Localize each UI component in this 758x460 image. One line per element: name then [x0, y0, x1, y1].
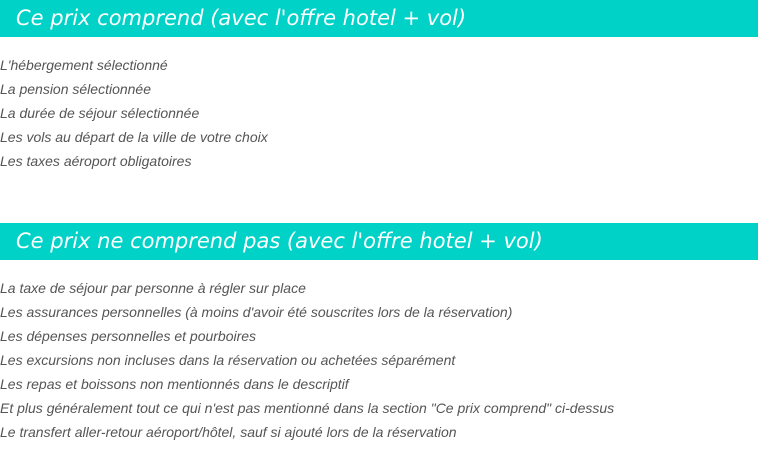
excluded-item: Les dépenses personnelles et pourboires	[0, 328, 257, 344]
included-item: La durée de séjour sélectionnée	[0, 105, 200, 121]
included-item: Les taxes aéroport obligatoires	[0, 153, 192, 169]
included-item: La pension sélectionnée	[0, 81, 152, 97]
excluded-item: Les excursions non incluses dans la réservation ou achetées séparément	[0, 352, 456, 368]
excluded-item: La taxe de séjour par personne à régler sur place	[0, 280, 306, 296]
excluded-item: Les repas et boissons non mentionnés dans le descriptif	[0, 376, 349, 392]
excluded-item: Le transfert aller-retour aéroport/hôtel, sauf si ajouté lors de la réservation	[0, 424, 457, 440]
included-item: L'hébergement sélectionné	[0, 57, 168, 73]
excluded-items-list	[0, 276, 614, 444]
included-section-header: Ce prix comprend (avec l'offre hotel + vol)	[0, 0, 758, 37]
included-items-list	[0, 53, 268, 173]
excluded-item: Et plus généralement tout ce qui n'est pas mentionné dans la section "Ce prix comprend" ci-dessus	[0, 400, 615, 416]
included-item: Les vols au départ de la ville de votre choix	[0, 129, 268, 145]
excluded-section-header: Ce prix ne comprend pas (avec l'offre hotel + vol)	[0, 223, 758, 260]
excluded-item: Les assurances personnelles (à moins d'avoir été souscrites lors de la réservation)	[0, 304, 513, 320]
